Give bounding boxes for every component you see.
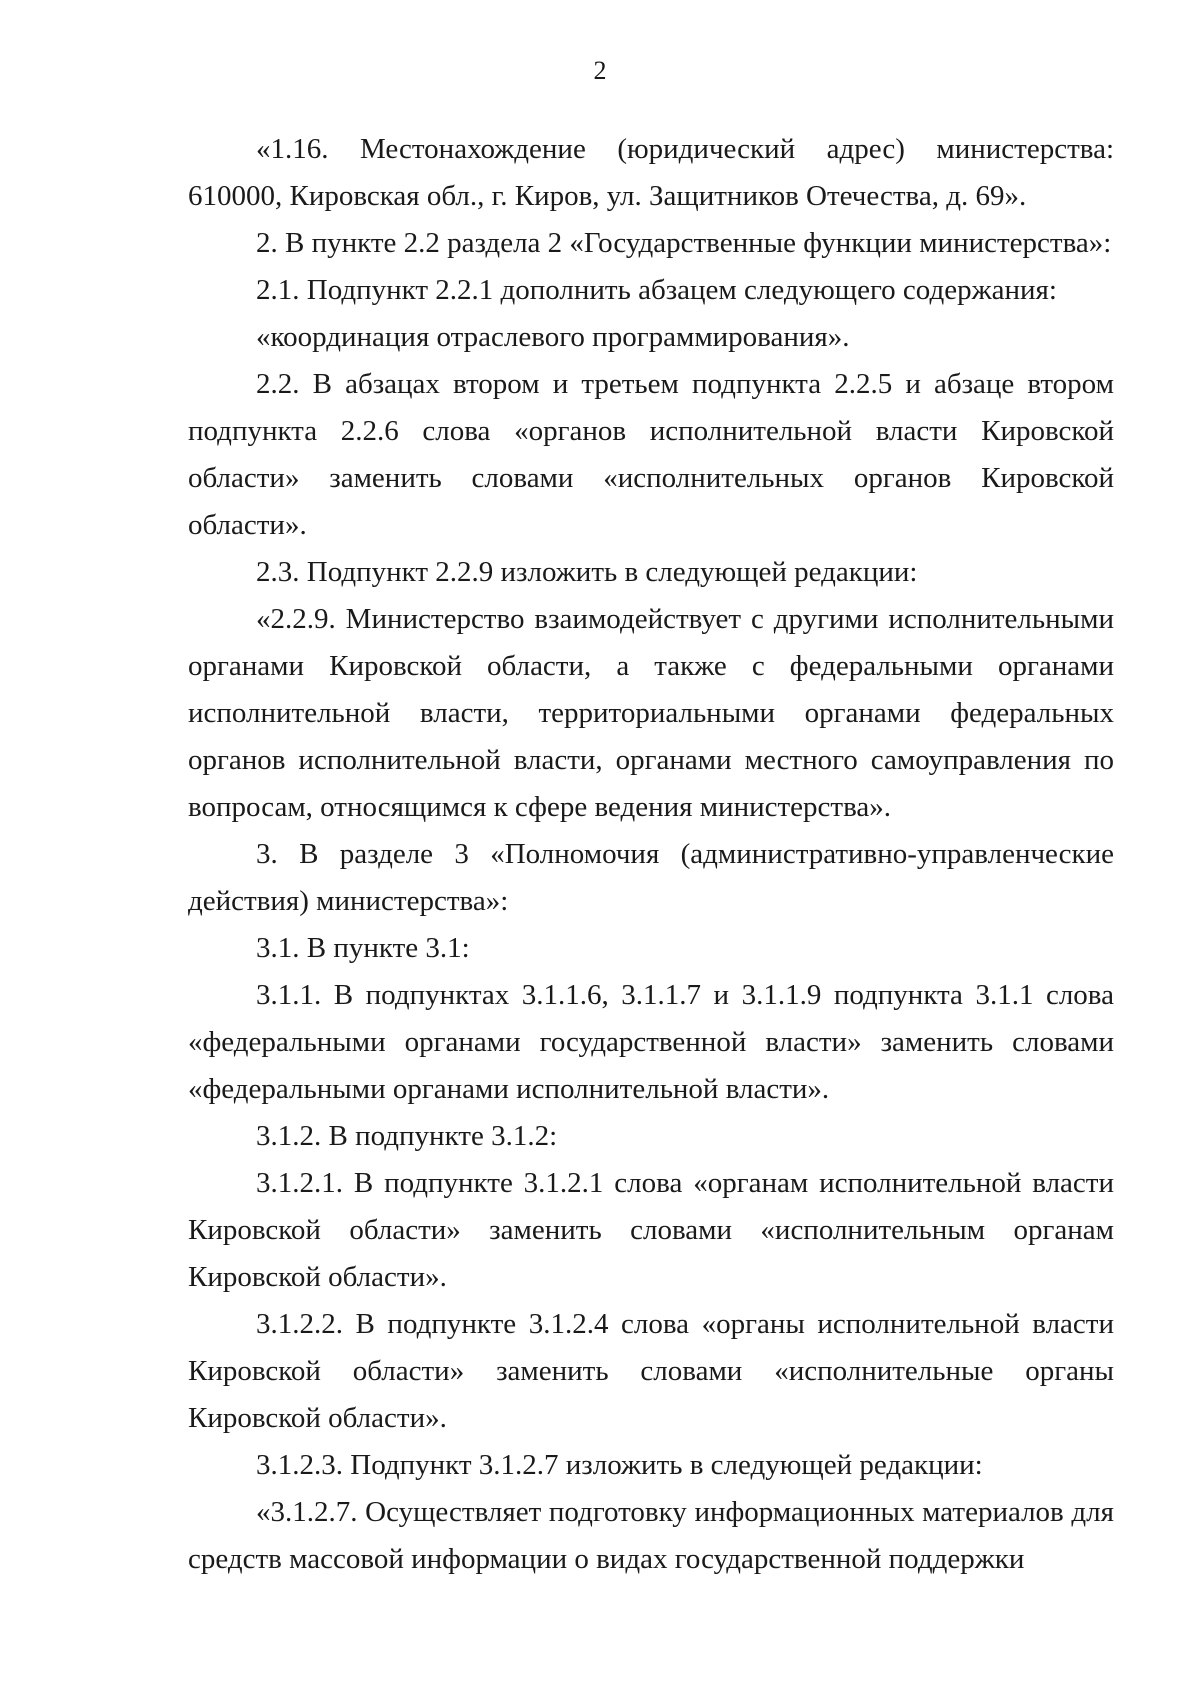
paragraph-2-1: 2.1. Подпункт 2.2.1 дополнить абзацем следующего содержания: — [256, 274, 1057, 306]
paragraph-3-1-2-3: 3.1.2.3. Подпункт 3.1.2.7 изложить в следующей редакции: — [256, 1449, 983, 1481]
paragraph-3-intro: 3. В разделе 3 «Полномочия (административно-управленческие действия) министерства»: — [188, 838, 1114, 917]
document-body — [188, 126, 1114, 1583]
paragraph-3-1-2-1: 3.1.2.1. В подпункте 3.1.2.1 слова «органам исполнительной власти Кировской области» заменить словами «исполнительным органам Кировской области». — [188, 1167, 1114, 1293]
paragraph-2-3: 2.3. Подпункт 2.2.9 изложить в следующей редакции: — [256, 556, 918, 588]
paragraph-1-16-address: «1.16. Местонахождение (юридический адрес) министерства: 610000, Кировская обл., г. Киров, ул. Защитников Отечества, д. 69». — [188, 133, 1114, 212]
paragraph-3-1-1: 3.1.1. В подпунктах 3.1.1.6, 3.1.1.7 и 3.1.1.9 подпункта 3.1.1 слова «федеральными органами государственной власти» заменить словами «федеральными органами исполнительной власти». — [188, 979, 1114, 1105]
paragraph-2-intro: 2. В пункте 2.2 раздела 2 «Государственные функции министерства»: — [256, 227, 1112, 259]
paragraph-3-1-2-2: 3.1.2.2. В подпункте 3.1.2.4 слова «органы исполнительной власти Кировской области» заменить словами «исполнительные органы Кировской области». — [188, 1308, 1114, 1434]
paragraph-2-2: 2.2. В абзацах втором и третьем подпункта 2.2.5 и абзаце втором подпункта 2.2.6 слова «органов исполнительной власти Кировской области» заменить словами «исполнительных органов Кировской области». — [188, 368, 1114, 541]
paragraph-2-2-9: «2.2.9. Министерство взаимодействует с другими исполнительными органами Кировской области, а также с федеральными органами исполнительной власти, территориальными органами федеральных органов исполнительной власти, органами местного самоуправления по вопросам, относящимся к сфере ведения министерства». — [188, 603, 1114, 823]
paragraph-2-1-text: «координация отраслевого программирования». — [256, 321, 850, 353]
paragraph-3-1: 3.1. В пункте 3.1: — [256, 932, 470, 964]
paragraph-3-1-2-7: «3.1.2.7. Осуществляет подготовку информационных материалов для средств массовой информации о видах государственной поддержки — [188, 1496, 1114, 1575]
page-number: 2 — [593, 56, 607, 85]
paragraph-3-1-2: 3.1.2. В подпункте 3.1.2: — [256, 1120, 558, 1152]
